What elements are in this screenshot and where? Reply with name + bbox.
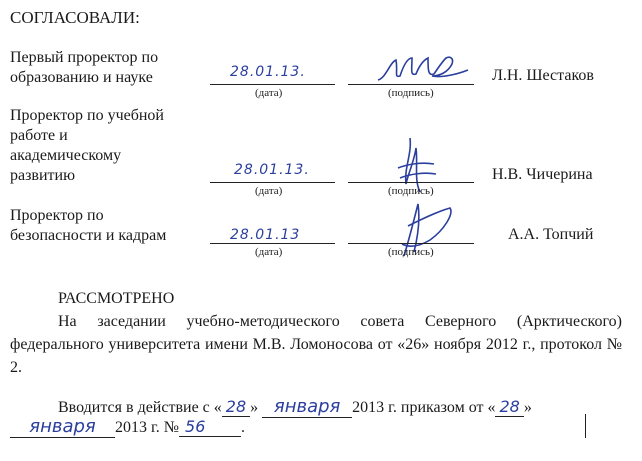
approval-2-date-caption: (дата): [255, 185, 283, 197]
decree-number: 56: [179, 417, 241, 437]
considered-paragraph: [10, 310, 622, 379]
approval-1-signature-line: [348, 84, 474, 85]
approval-3-name: А.А. Топчий: [508, 226, 594, 243]
decree-year-2: 2013 г. №: [115, 419, 180, 436]
decree-month-2: января: [10, 416, 115, 438]
approval-1-role-line-2: образованию и науке: [10, 69, 153, 86]
approval-2-role-line-4: развитию: [10, 167, 76, 184]
considered-title: РАССМОТРЕНО: [58, 290, 175, 307]
approval-1-name: Л.Н. Шестаков: [492, 67, 594, 84]
approval-3-signature-caption: (подпись): [388, 246, 434, 258]
page-heading: СОГЛАСОВАЛИ:: [10, 8, 140, 27]
approval-2-signature-caption: (подпись): [388, 185, 434, 197]
approval-2-date-line: [210, 182, 335, 183]
approval-2-role-line-3: академическому: [10, 147, 122, 164]
approval-2-date: 28.01.13.: [234, 162, 310, 178]
approval-3-date-line: [210, 243, 335, 244]
decree-end: .: [241, 419, 246, 436]
decree-prefix: Вводится в действие с «: [58, 399, 222, 416]
approval-2-role-line-2: работе и: [10, 127, 68, 144]
approval-2-signature-line: [348, 182, 474, 183]
approval-1-date-line: [210, 84, 335, 85]
decree-day-1: 28: [222, 397, 250, 417]
approval-1-signature-caption: (подпись): [388, 87, 434, 99]
considered-text: На заседании учебно-методического совета Северного (Арктического) федерального университета имени М.В. Ломоносова от «26» ноября 2012 г., протокол № 2.: [10, 313, 622, 376]
decree-line-2: [10, 416, 245, 438]
decree-quote-close-2: »: [523, 399, 532, 416]
approval-1-date-caption: (дата): [255, 87, 283, 99]
approval-1-signature-icon: [372, 52, 472, 86]
approval-1-date: 28.01.13.: [230, 64, 306, 80]
approval-2-name: Н.В. Чичерина: [492, 166, 593, 183]
approval-1-role-line-1: Первый проректор по: [10, 49, 159, 66]
decree-quote-close-1: »: [250, 399, 259, 416]
approval-3-date: 28.01.13: [230, 227, 301, 243]
approval-3-role-line-1: Проректор по: [10, 207, 104, 224]
approval-2-role-line-1: Проректор по учебной: [10, 107, 164, 124]
approval-3-date-caption: (дата): [255, 246, 283, 258]
approval-3-signature-line: [348, 243, 474, 244]
decree-line-1: [58, 396, 532, 418]
decree-day-2: 28: [495, 397, 523, 417]
decree-year-1: 2013 г. приказом от «: [352, 399, 496, 416]
decree-month-1: января: [262, 396, 352, 418]
approval-3-role-line-2: безопасности и кадрам: [10, 227, 167, 244]
margin-mark: [585, 414, 586, 438]
